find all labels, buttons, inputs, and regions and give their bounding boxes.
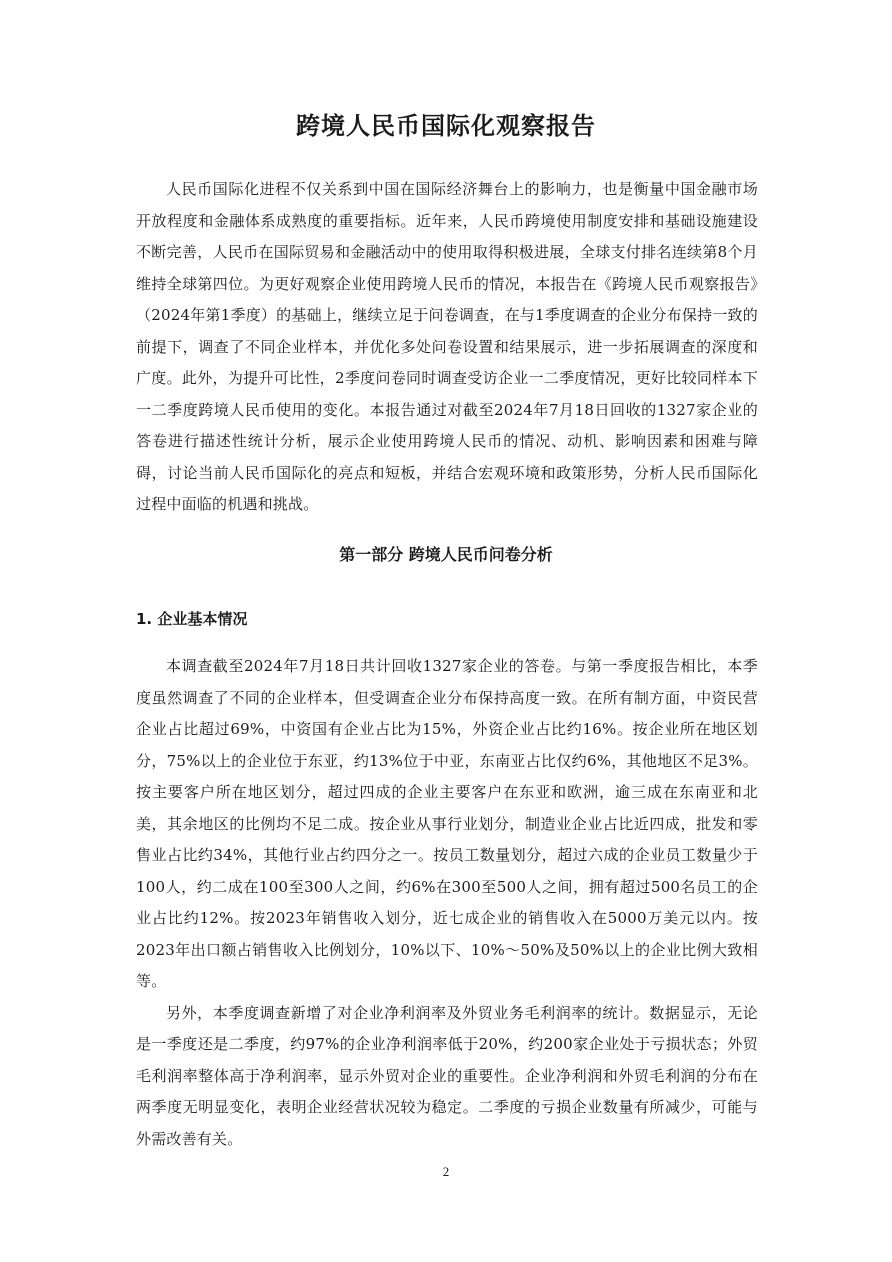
section-heading: 1. 企业基本情况 <box>136 610 248 628</box>
intro-section <box>136 174 758 521</box>
page-number: 2 <box>442 1164 450 1179</box>
section-body <box>136 651 758 1155</box>
section-paragraph-2: 另外，本季度调查新增了对企业净利润率及外贸业务毛利润率的统计。数据显示，无论是一季度还是二季度，约97%的企业净利润率低于20%，约200家企业处于亏损状态；外贸毛利润率整体高于净利润率，显示外贸对企业的重要性。企业净利润和外贸毛利润的分布在两季度无明显变化，表明企业经营状况较为稳定。二季度的亏损企业数量有所减少，可能与外需改善有关。 <box>136 1003 758 1148</box>
intro-paragraph: 人民币国际化进程不仅关系到中国在国际经济舞台上的影响力，也是衡量中国金融市场开放程度和金融体系成熟度的重要指标。近年来，人民币跨境使用制度安排和基础设施建设不断完善，人民币在国际贸易和金融活动中的使用取得积极进展，全球支付排名连续第8个月维持全球第四位。为更好观察企业使用跨境人民币的情况，本报告在《跨境人民币观察报告》（2024年第1季度）的基础上，继续立足于问卷调查，在与1季度调查的企业分布保持一致的前提下，调查了不同企业样本，并优化多处问卷设置和结果展示，进一步拓展调查的深度和广度。此外，为提升可比性，2季度问卷同时调查受访企业一二季度情况，更好比较同样本下一二季度跨境人民币使用的变化。本报告通过对截至2024年7月18日回收的1327家企业的答卷进行描述性统计分析，展示企业使用跨境人民币的情况、动机、影响因素和困难与障碍，讨论当前人民币国际化的亮点和短板，并结合宏观环境和政策形势，分析人民币国际化过程中面临的机遇和挑战。 <box>136 180 758 513</box>
section-paragraph-1: 本调查截至2024年7月18日共计回收1327家企业的答卷。与第一季度报告相比，本季度虽然调查了不同的企业样本，但受调查企业分布保持高度一致。在所有制方面，中资民营企业占比超过69%，中资国有企业占比为15%，外资企业占比约16%。按企业所在地区划分，75%以上的企业位于东亚，约13%位于中亚，东南亚占比仅约6%，其他地区不足3%。按主要客户所在地区划分，超过四成的企业主要客户在东亚和欧洲，逾三成在东南亚和北美，其余地区的比例均不足二成。按企业从事行业划分，制造业企业占比近四成，批发和零售业占比约34%，其他行业占约四分之一。按员工数量划分，超过六成的企业员工数量少于100人，约二成在100至300人之间，约6%在300至500人之间，拥有超过500名员工的企业占比约12%。按2023年销售收入划分，近七成企业的销售收入在5000万美元以内。按2023年出口额占销售收入比例划分，10%以下、10%～50%及50%以上的企业比例大致相等。 <box>136 657 758 990</box>
part-heading: 第一部分 跨境人民币问卷分析 <box>339 545 553 564</box>
document-title: 跨境人民币国际化观察报告 <box>296 112 596 140</box>
